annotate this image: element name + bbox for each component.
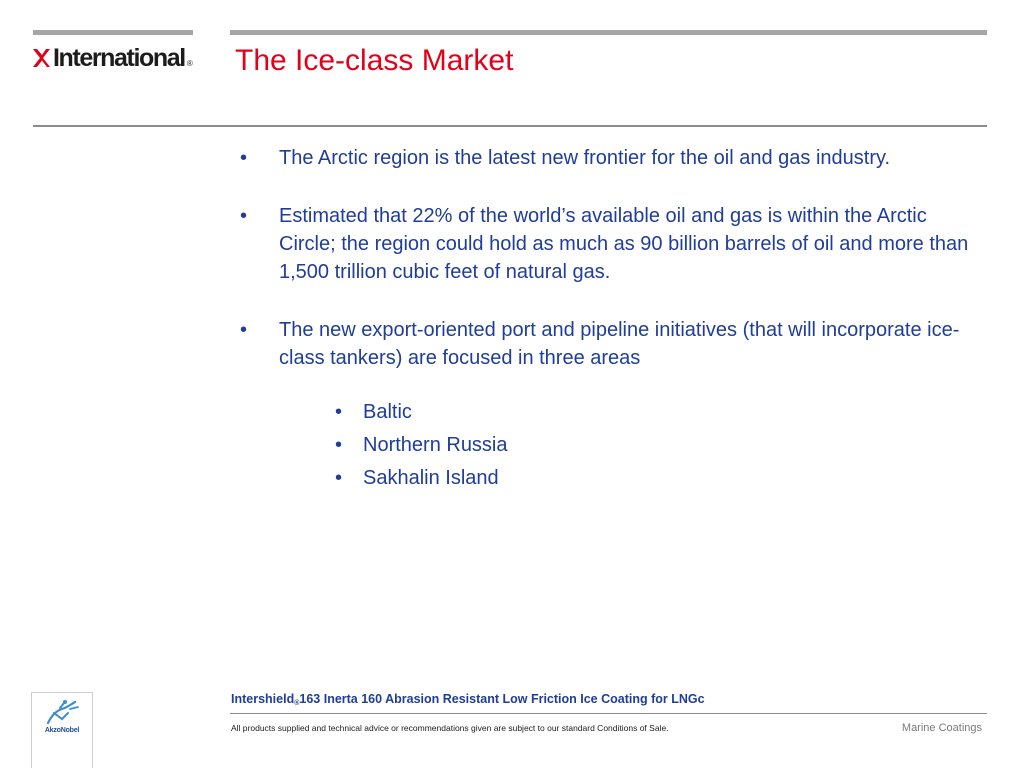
bullet-item: [240, 144, 970, 172]
akzonobel-wordmark: AkzoNobel: [44, 727, 80, 734]
sub-bullet-text: Northern Russia: [363, 434, 508, 456]
bullet-glyph: •: [240, 205, 248, 227]
bullet-glyph: •: [240, 147, 248, 169]
bullet-list: [240, 144, 970, 495]
bullet-item: [240, 316, 970, 495]
sub-bullet-list: [279, 396, 970, 495]
product-description: 163 Inerta 160 Abrasion Resistant Low Friction Ice Coating for LNGc: [299, 692, 705, 706]
sub-bullet-item: [335, 396, 970, 429]
top-left-rule: [33, 30, 193, 35]
product-registered-mark: ®: [294, 700, 300, 707]
sub-bullet-text: Sakhalin Island: [363, 467, 499, 489]
product-name: Intershield: [231, 692, 295, 706]
footer-divider: [230, 713, 987, 714]
sub-bullet-glyph: •: [335, 467, 343, 489]
international-logo: [31, 43, 193, 73]
akzonobel-figure-icon: [42, 699, 82, 727]
bullet-text: The new export-oriented port and pipeline initiatives (that will incorporate ice-class tankers) are focused in three areas: [279, 319, 960, 369]
sub-bullet-glyph: •: [335, 434, 343, 456]
footer-product-title: [231, 692, 705, 707]
bullet-item: [240, 202, 970, 286]
footer-disclaimer: All products supplied and technical advice or recommendations given are subject to our standard Conditions of Sale.: [231, 723, 669, 733]
sub-bullet-glyph: •: [335, 401, 343, 423]
sub-bullet-item: [335, 462, 970, 495]
slide-title: The Ice-class Market: [235, 44, 514, 77]
footer-brand-label: Marine Coatings: [901, 722, 982, 734]
akzonobel-logo: [31, 692, 93, 768]
sub-bullet-item: [335, 429, 970, 462]
logo-registered-mark: ®: [186, 59, 193, 68]
bullet-text: The Arctic region is the latest new frontier for the oil and gas industry.: [279, 147, 891, 169]
top-right-rule: [230, 30, 987, 35]
bullet-text: Estimated that 22% of the world’s available oil and gas is within the Arctic Circle; the region could hold as much as 90 billion barrels of oil and more than 1,500 trillion cubic feet of natural gas.: [279, 205, 969, 283]
logo-wordmark: International: [53, 43, 185, 72]
x-logo-icon: [31, 47, 51, 69]
slide-body: [240, 144, 970, 495]
bullet-glyph: •: [240, 319, 248, 341]
sub-bullet-text: Baltic: [363, 401, 412, 423]
header-divider: [33, 125, 987, 127]
